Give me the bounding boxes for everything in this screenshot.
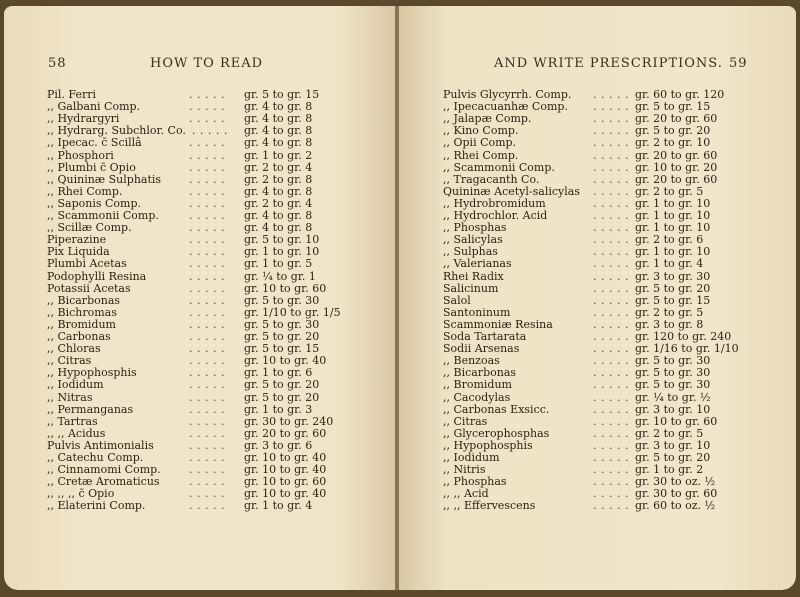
drug-name: ,, Hypophosphis [443,438,533,452]
drug-name: ,, Hydrochlor. Acid [443,209,548,222]
dose-range: gr. 5 to gr. 30 [244,293,320,307]
leader-dots: . . . . . [189,221,225,235]
drug-name: ,, Bromidum [47,317,116,331]
dose-range: gr. 5 to gr. 10 [244,233,320,247]
dosage-entry [443,186,796,198]
drug-name: ,, Carbonas [47,330,111,343]
leader-dots: . . . . . [593,342,629,356]
leader-dots: . . . . . [593,366,629,380]
dose-range: gr. 2 to gr. 10 [635,136,711,150]
dose-range: gr. 1 to gr. 10 [635,196,711,210]
dose-range: gr. 5 to gr. 30 [635,378,711,392]
leader-dots: . . . . . [593,88,629,101]
leader-dots: . . . . . [593,100,629,114]
leader-dots: . . . . . [593,330,629,343]
dose-range: gr. 5 to gr. 20 [635,451,711,464]
drug-name: ,, Salicylas [443,233,503,247]
drug-name: Rhei Radix [443,269,504,283]
drug-name: Podophylli Resina [47,269,147,283]
leader-dots: . . . . . [189,293,225,307]
dosage-entry [47,428,396,440]
leader-dots: . . . . . [593,402,629,416]
dose-range: gr. 1/16 to gr. 1/10 [635,342,739,356]
drug-name: Soda Tartarata [443,330,527,343]
dose-range: gr. 1 to gr. 10 [635,209,711,222]
dosage-entry [443,258,796,270]
drug-name: Pil. Ferri [47,88,97,101]
leader-dots: . . . . . [189,451,225,464]
drug-name: Quininæ Acetyl-salicylas [443,184,580,198]
dose-range: gr. 5 to gr. 15 [244,88,320,101]
leader-dots: . . . . . [593,209,629,222]
dosage-entry [47,162,396,174]
dose-range: gr. 10 to gr. 60 [244,281,327,295]
dosage-entry [443,428,796,440]
dose-range: gr. 10 to gr. 40 [244,487,327,501]
dose-range: gr. 5 to gr. 15 [635,293,711,307]
leader-dots: . . . . . [593,414,629,428]
dose-range: gr. 20 to gr. 60 [635,172,718,186]
drug-name: Plumbi Acetas [47,257,127,271]
leader-dots: . . . . . [189,160,225,174]
dose-range: gr. 5 to gr. 30 [635,354,711,368]
dosage-entry [47,258,396,270]
leader-dots: . . . . . [189,233,225,247]
drug-name: ,, Valerianas [443,257,512,271]
drug-name: ,, Hydrargyri [47,112,120,126]
leader-dots: . . . . . [593,378,629,392]
dose-range: gr. 1 to gr. 10 [635,221,711,235]
dose-range: gr. 30 to gr. 240 [244,414,334,428]
drug-name: ,, Scammonii Comp. [443,160,555,174]
drug-name: ,, Citras [47,354,92,368]
dose-range: gr. 3 to gr. 10 [635,402,711,416]
leader-dots: . . . . . [189,148,225,162]
dose-range: gr. 2 to gr. 6 [635,233,704,247]
leader-dots: . . . . . [189,390,225,404]
dose-range: gr. 5 to gr. 20 [244,330,320,343]
drug-name: ,, Kino Comp. [443,124,519,138]
drug-name: ,, Saponis Comp. [47,196,141,210]
leader-dots: . . . . . [189,499,225,513]
leader-dots: . . . . . [189,317,225,331]
leader-dots: . . . . . [593,160,629,174]
dose-range: gr. 1 to gr. 10 [635,245,711,259]
dose-range: gr. 20 to gr. 60 [244,426,327,440]
leader-dots: . . . . . [593,317,629,331]
leader-dots: . . . . . [189,487,225,501]
leader-dots: . . . . . [593,124,629,138]
drug-name: ,, Nitras [47,390,93,404]
drug-name: ,, Hypophosphis [47,366,137,380]
dosage-entry [443,174,796,186]
dose-range: gr. 5 to gr. 20 [244,390,320,404]
leader-dots: . . . . . [593,136,629,150]
dosage-entry [443,416,796,428]
leader-dots: . . . . . [189,378,225,392]
leader-dots: . . . . . [593,245,629,259]
dose-range: gr. 120 to gr. 240 [635,330,732,343]
drug-name: Sodii Arsenas [443,342,520,356]
right-page [399,6,796,590]
dose-range: gr. 3 to gr. 30 [635,269,711,283]
drug-name: ,, Nitris [443,463,486,477]
leader-dots: . . . . . [189,438,225,452]
leader-dots: . . . . . [189,269,225,283]
dosage-entry [443,283,796,295]
drug-name: ,, Glycerophosphas [443,426,550,440]
leader-dots: . . . . . [593,426,629,440]
leader-dots: . . . . . [593,487,629,501]
drug-name: ,, Phosphas [443,221,507,235]
dose-range: gr. 4 to gr. 8 [244,100,313,114]
dose-range: gr. 4 to gr. 8 [244,112,313,126]
drug-name: Salicinum [443,281,499,295]
leader-dots: . . . . . [189,475,225,489]
leader-dots: . . . . . [189,342,225,356]
dosage-entry [47,307,396,319]
dosage-entry [47,404,396,416]
dose-range: gr. 10 to gr. 60 [244,475,327,489]
dose-range: gr. 1 to gr. 4 [635,257,704,271]
dose-range: gr. 1 to gr. 4 [244,499,313,513]
dosage-entry [47,283,396,295]
dose-range: gr. 1 to gr. 5 [244,257,313,271]
drug-name: Pulvis Antimonialis [47,438,154,452]
drug-name: Salol [443,293,471,307]
leader-dots: . . . . . [593,221,629,235]
dose-range: gr. 60 to oz. ½ [635,499,716,513]
dosage-entry [443,271,796,283]
dose-range: gr. 5 to gr. 20 [635,124,711,138]
dosage-entry [443,500,796,512]
dosage-entry [443,392,796,404]
drug-name: ,, Cretæ Aromaticus [47,475,160,489]
drug-name: ,, Citras [443,414,488,428]
leader-dots: . . . . . [189,281,225,295]
dosage-entry [47,174,396,186]
drug-name: ,, ,, ,, c̄ Opio [47,487,115,501]
dose-range: gr. 2 to gr. 4 [244,196,313,210]
dose-range: gr. 5 to gr. 30 [635,366,711,380]
leader-dots: . . . . . [191,124,228,138]
drug-name: ,, Quininæ Sulphatis [47,172,162,186]
leader-dots: . . . . . [593,438,629,452]
leader-dots: . . . . . [189,196,225,210]
dosage-entry [47,150,396,162]
dose-range: gr. 4 to gr. 8 [244,209,313,222]
dosage-entry [47,137,396,149]
drug-name: ,, Catechu Comp. [47,451,144,464]
running-head-right: AND WRITE PRESCRIPTIONS. [494,56,723,71]
drug-name: ,, Rhei Comp. [443,148,519,162]
dosage-entry [47,186,396,198]
leader-dots: . . . . . [189,305,225,319]
dose-range: gr. ¼ to gr. ½ [635,390,711,404]
drug-name: ,, Rhei Comp. [47,184,123,198]
leader-dots: . . . . . [189,426,225,440]
drug-name: Potassii Acetas [47,281,131,295]
dose-range: gr. 1 to gr. 10 [244,245,320,259]
leader-dots: . . . . . [593,184,629,198]
drug-name: ,, Bichromas [47,305,117,319]
leader-dots: . . . . . [189,184,225,198]
page-number-left: 58 [48,56,67,71]
dose-range: gr. 10 to gr. 40 [244,463,327,477]
dose-range: gr. 10 to gr. 20 [635,160,718,174]
left-page [4,6,396,590]
drug-name: ,, Galbani Comp. [47,100,141,114]
drug-name: ,, Ipecac. c̄ Scillâ [47,136,142,150]
leader-dots: . . . . . [189,257,225,271]
leader-dots: . . . . . [189,463,225,477]
drug-name: ,, Chloras [47,342,101,356]
dose-range: gr. 5 to gr. 20 [244,378,320,392]
leader-dots: . . . . . [593,293,629,307]
leader-dots: . . . . . [189,330,225,343]
leader-dots: . . . . . [593,196,629,210]
dose-range: gr. 4 to gr. 8 [244,221,313,235]
drug-name: ,, Bromidum [443,378,512,392]
leader-dots: . . . . . [593,233,629,247]
leader-dots: . . . . . [593,475,629,489]
drug-name: ,, ,, Acid [443,487,489,501]
drug-name: ,, Hydrarg. Subchlor. Co. [47,124,186,138]
dose-range: gr. ¼ to gr. 1 [244,269,316,283]
dose-range: gr. 1 to gr. 6 [244,366,313,380]
drug-name: ,, Permanganas [47,402,134,416]
drug-name: ,, Sulphas [443,245,498,259]
drug-name: ,, Iodidum [443,451,500,464]
drug-name: ,, Bicarbonas [443,366,517,380]
drug-name: ,, ,, Acidus [47,426,106,440]
dosage-entry [443,307,796,319]
dose-range: gr. 2 to gr. 5 [635,305,704,319]
dose-range: gr. 60 to gr. 120 [635,88,725,101]
dose-range: gr. 5 to gr. 30 [244,317,320,331]
leader-dots: . . . . . [593,172,629,186]
dose-range: gr. 4 to gr. 8 [244,184,313,198]
dose-range: gr. 4 to gr. 8 [244,136,313,150]
drug-name: Pix Liquida [47,245,110,259]
dose-range: gr. 10 to gr. 60 [635,414,718,428]
leader-dots: . . . . . [189,402,225,416]
drug-name: ,, Bicarbonas [47,293,121,307]
leader-dots: . . . . . [189,414,225,428]
dose-range: gr. 30 to gr. 60 [635,487,718,501]
drug-name: ,, Jalapæ Comp. [443,112,532,126]
drug-name: ,, Cinnamomi Comp. [47,463,161,477]
dosage-entry [47,500,396,512]
drug-name: ,, Iodidum [47,378,104,392]
drug-name: ,, Cacodylas [443,390,511,404]
dose-range: gr. 30 to oz. ½ [635,475,716,489]
leader-dots: . . . . . [189,112,225,126]
leader-dots: . . . . . [593,463,629,477]
leader-dots: . . . . . [189,100,225,114]
leader-dots: . . . . . [593,499,629,513]
dosage-entry [443,404,796,416]
leader-dots: . . . . . [189,88,225,101]
dose-range: gr. 2 to gr. 5 [635,184,704,198]
drug-name: ,, Tragacanth Co. [443,172,540,186]
dose-range: gr. 3 to gr. 10 [635,438,711,452]
dose-range: gr. 2 to gr. 4 [244,160,313,174]
drug-name: ,, Benzoas [443,354,500,368]
drug-name: ,, Tartras [47,414,98,428]
drug-name: ,, Scillæ Comp. [47,221,132,235]
page-number-right: 59 [729,56,748,71]
dose-range: gr. 20 to gr. 60 [635,148,718,162]
dosage-entry [443,295,796,307]
dose-range: gr. 10 to gr. 40 [244,354,327,368]
dose-range: gr. 1/10 to gr. 1/5 [244,305,341,319]
dose-range: gr. 5 to gr. 20 [635,281,711,295]
drug-name: ,, Opii Comp. [443,136,517,150]
dose-range: gr. 4 to gr. 8 [244,124,313,138]
leader-dots: . . . . . [189,209,225,222]
dose-range: gr. 1 to gr. 3 [244,402,313,416]
drug-name: Santoninum [443,305,511,319]
drug-name: ,, Phosphas [443,475,507,489]
dosage-entry [47,392,396,404]
drug-name: ,, Ipecacuanhæ Comp. [443,100,568,114]
leader-dots: . . . . . [593,257,629,271]
dose-range: gr. 1 to gr. 2 [244,148,313,162]
dosage-entry [443,379,796,391]
leader-dots: . . . . . [189,245,225,259]
leader-dots: . . . . . [593,148,629,162]
leader-dots: . . . . . [189,366,225,380]
dosage-entry [443,150,796,162]
dose-range: gr. 5 to gr. 15 [244,342,320,356]
dosage-entry [47,379,396,391]
dose-range: gr. 2 to gr. 5 [635,426,704,440]
drug-name: ,, ,, Effervescens [443,499,536,513]
drug-name: ,, Plumbi c̄ Opio [47,160,136,174]
dose-range: gr. 20 to gr. 60 [635,112,718,126]
dose-range: gr. 10 to gr. 40 [244,451,327,464]
drug-name: Pulvis Glycyrrh. Comp. [443,88,572,101]
dosage-entry [443,137,796,149]
leader-dots: . . . . . [189,136,225,150]
drug-name: Scammoniæ Resina [443,317,553,331]
leader-dots: . . . . . [189,172,225,186]
dosage-entry [443,162,796,174]
leader-dots: . . . . . [593,305,629,319]
leader-dots: . . . . . [189,354,225,368]
leader-dots: . . . . . [593,281,629,295]
dosage-entry [47,295,396,307]
drug-name: ,, Hydrobromidum [443,196,546,210]
leader-dots: . . . . . [593,354,629,368]
dosage-entry [47,416,396,428]
leader-dots: . . . . . [593,390,629,404]
drug-name: ,, Scammonii Comp. [47,209,159,222]
dose-range: gr. 3 to gr. 8 [635,317,704,331]
dose-range: gr. 2 to gr. 8 [244,172,313,186]
drug-name: ,, Carbonas Exsicc. [443,402,550,416]
running-head-left: HOW TO READ [150,56,264,71]
leader-dots: . . . . . [593,451,629,464]
drug-name: ,, Phosphori [47,148,114,162]
dose-range: gr. 3 to gr. 6 [244,438,313,452]
dosage-entry [47,271,396,283]
leader-dots: . . . . . [593,269,629,283]
drug-name: ,, Elaterini Comp. [47,499,146,513]
leader-dots: . . . . . [593,112,629,126]
drug-name: Piperazine [47,233,107,247]
dose-range: gr. 1 to gr. 2 [635,463,704,477]
dose-range: gr. 5 to gr. 15 [635,100,711,114]
